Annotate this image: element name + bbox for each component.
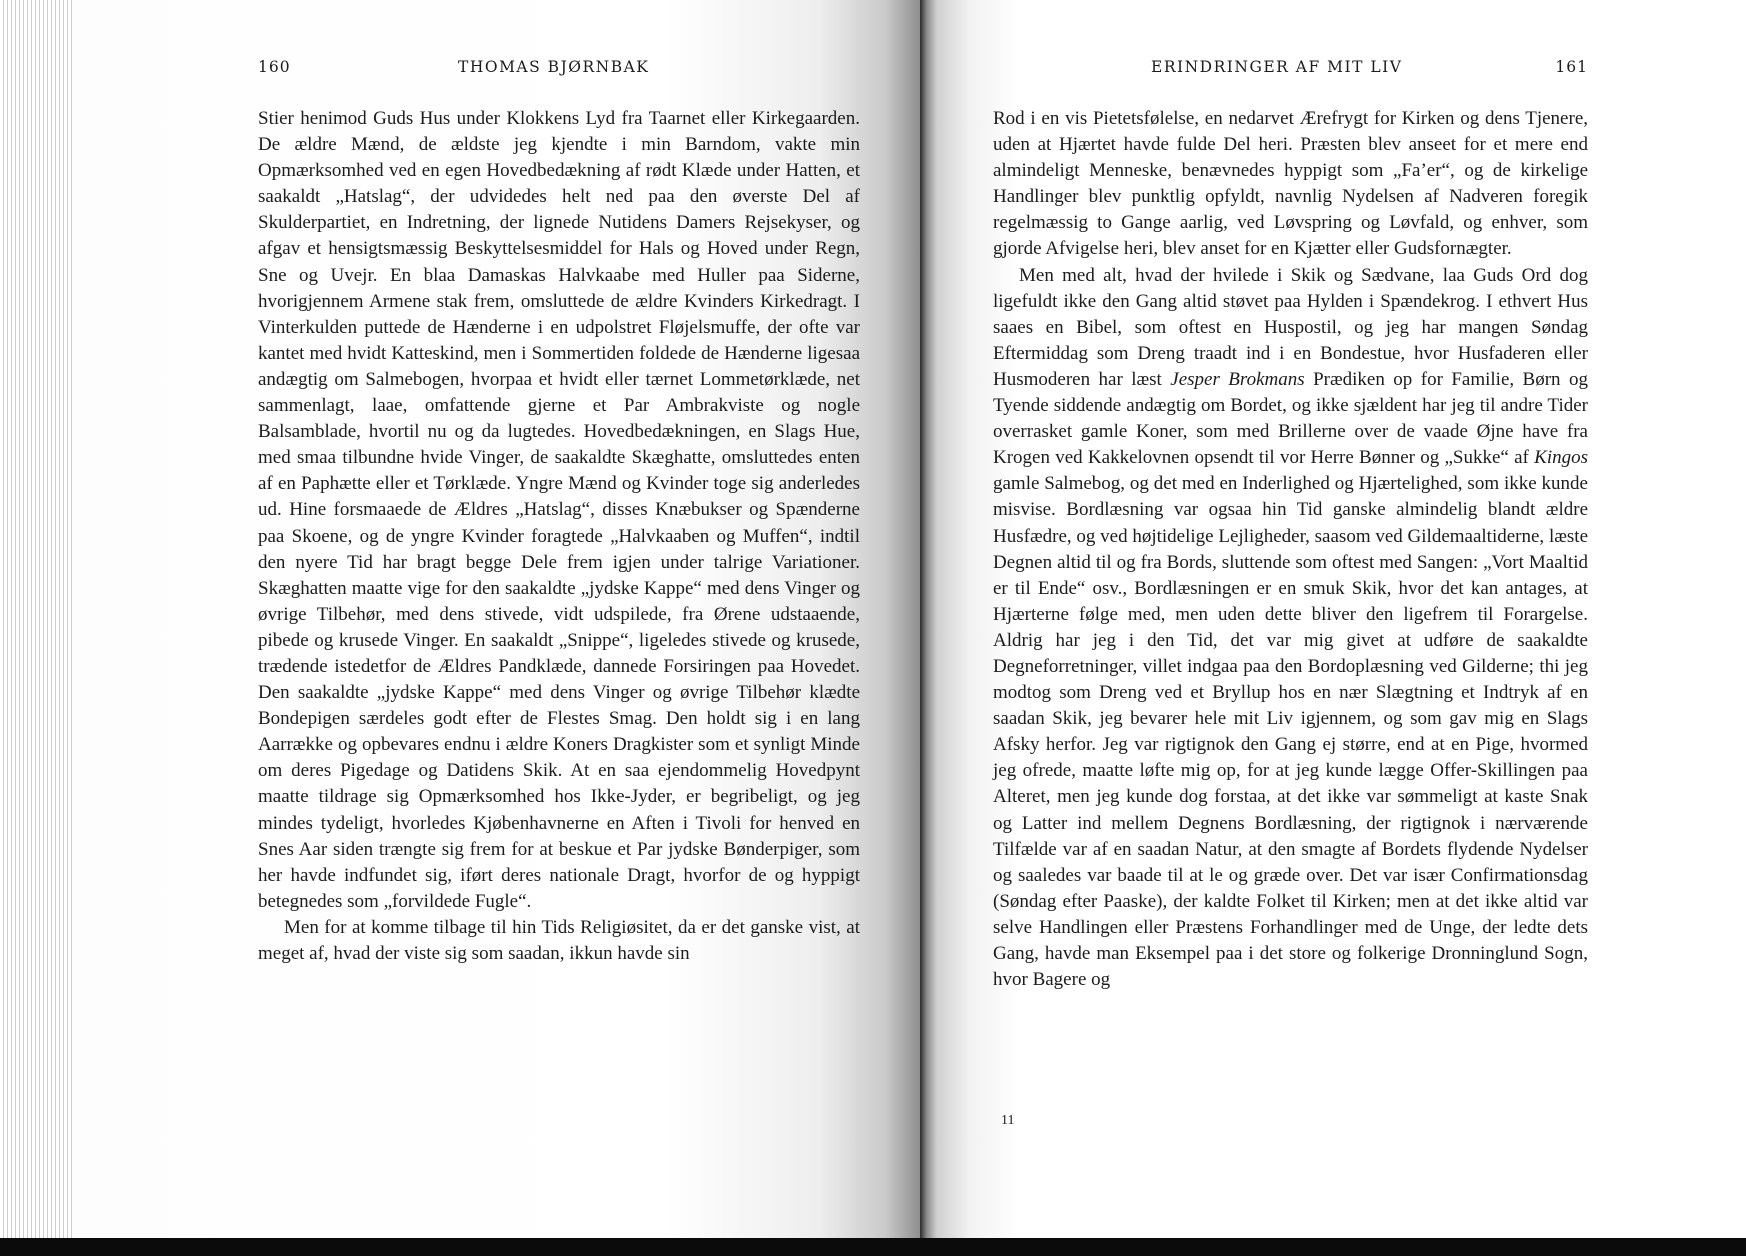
right-page-number: 161 — [1555, 58, 1588, 76]
right-paragraph-2-part-c: gamle Salmebog, og det med en Inderlighed og Hjærtelighed, som ikke kunde misvise. Bordlæsning var ogsaa hin Tid ganske almindelig blandt ældre Husfædre, og ved højtidelige Lejligheder, saasom ved Gildemaaltiderne, læste Degnen altid til og fra Bords, sluttende som oftest med Sangen: „Vort Maaltid er til Ende“ osv., Bordlæsningen er en smuk Skik, hvor det kan antages, at Hjærterne følge med, men uden dette bliver den ligefrem til Forargelse. Aldrig har jeg i den Tid, det var mig givet at udføre de saakaldte Degneforretninger, villet indgaa paa den Bordoplæsning ved Gilderne; thi jeg modtog som Dreng ved et Bryllup hos en nær Slægtning et Indtryk af en saadan Skik, jeg bevarer hele mit Liv igjennem, og som gav mig en Slags Afsky herfor. Jeg var rigtignok den Gang ej større, end at en Pige, hvormed jeg ofrede, maatte løfte mig op, for at jeg kunde lægge Offer-Skillingen paa Alteret, men jeg kunde dog forstaa, at det ikke var sømmeligt at kaste Snak og Latter ind mellem Degnens Bordlæsning, der rigtignok i nærværende Tilfælde var af en saadan Natur, at den smagte af Bordets flydende Nydelser og saaledes var baade til at le og græde over. Det var især Confirmationsdag (Søndag efter Paaske), der kaldte Folket til Kirken; men at det ikke altid var selve Handlingen eller Præstens Forhandlinger med de Unge, der ledte dets Gang, havde man Eksempel paa i det store og folkerige Dronninglund Sogn, hvor Bagere og — [993, 473, 1588, 991]
right-running-head: ERINDRINGER AF MIT LIV — [1151, 58, 1403, 76]
left-paragraph-2: Men for at komme tilbage til hin Tids Religiøsitet, da er det ganske vist, at meget af, hvad der viste sig som saadan, ikkun havde sin — [258, 916, 860, 964]
right-paragraph-2 — [993, 263, 1588, 994]
left-running-head: THOMAS BJØRNBAK — [458, 58, 650, 76]
left-page-number: 160 — [258, 58, 291, 76]
scanner-border — [0, 1238, 1746, 1256]
right-paragraph-2-part-b: Prædiken op for Familie, Børn og Tyende siddende andægtig om Bordet, og ikke sjældent har jeg til andre Tider overrasket gamle Koner, som med Brillerne over de vaade Øjne have fra Krogen ved Kakkelovnen opsendt til vor Herre Bønner og „Sukke“ af — [993, 368, 1588, 469]
right-text-block — [993, 106, 1588, 993]
left-text-block — [258, 106, 860, 967]
italic-author-brokman: Jesper Brokmans — [1170, 368, 1305, 390]
page-edges — [0, 0, 72, 1238]
left-paragraph-1: Stier henimod Guds Hus under Klokkens Lyd fra Taarnet eller Kirkegaarden. De ældre Mænd, de ældste jeg kjendte i min Barndom, vakte min Opmærksomhed ved en egen Hovedbedækning af rødt Klæde under Hatten, et saakaldt „Hatslag“, der udvidedes helt ned paa den øverste Del af Skulderpartiet, en Indretning, der lignede Nutidens Damers Rejsekyser, og afgav et hensigtsmæssig Beskyttelsesmiddel for Hals og Hoved under Regn, Sne og Uvejr. En blaa Damaskas Halvkaabe med Huller paa Siderne, hvorigjennem Armene stak frem, omsluttede de ældre Kvinders Kirkedragt. I Vinterkulden puttede de Hænderne i en udpolstret Fløjelsmuffe, der ofte var kantet med hvidt Katteskind, men i Sommertiden foldede de Hænderne ligesaa andægtig om Salmebogen, hvorpaa et hvidt eller tærnet Lommetørklæde, net sammenlagt, laae, omfattende gjerne et Par Ambrakviste og nogle Balsamblade, hvortil nu og da lugtedes. Hovedbedækningen, en Slags Hue, med smaa tilbundne hvide Vinger, de saakaldte Skæghatte, omsluttedes enten af en Paphætte eller et Tørklæde. Yngre Mænd og Kvinder toge sig anderledes ud. Hine forsmaaede de Ældres „Hatslag“, disses Knæbukser og Spænderne paa Skoene, og de yngre Kvinder foragtede „Halvkaaben og Muffen“, indtil den nyere Tid har bragt begge Dele frem igjen under talrige Variationer. Skæghatten maatte vige for den saakaldte „jydske Kappe“ med dens Vinger og øvrige Tilbehør, med dens stivede, vidt udspilede, fra Ørene udstaaende, pibede og krusede Vinger. En saakaldt „Snippe“, ligeledes stivede og krusede, trædende istedetfor de Ældres Pandklæde, dannede Forsiringen paa Hovedet. Den saakaldte „jydske Kappe“ med dens Vinger og øvrige Tilbehør klædte Bondepigen særdeles godt efter de Flestes Smag. Den holdt sig i en lang Aarrække og opbevares endnu i ældre Koners Dragkister som et synligt Minde om deres Pigedage og Datidens Skik. At en saa ejendommelig Hovedpynt maatte tildrage sig Opmærksomhed hos Ikke-Jyder, er begribeligt, og jeg mindes tydeligt, hvorledes Kjøbenhavnerne en Aften i Tivoli for henved en Snes Aar siden trængte sig frem for at beskue et Par jydske Bønderpiger, som her havde indfundet sig, iført deres nationale Dragt, hvorfor de og hyppigt betegnedes som „forvildede Fugle“. — [258, 108, 860, 912]
right-paragraph-1: Rod i en vis Pietetsfølelse, en nedarvet Ærefrygt for Kirken og dens Tjenere, uden at Hjærtet havde fulde Del heri. Præsten blev anseet for et mere end almindeligt Menneske, benævnedes hyppigt som „Fa’er“, og de kirkelige Handlinger blev punktlig opfyldt, navnlig Nydelsen af Nadveren foregik regelmæssig to Gange aarlig, ved Løvspring og Løvfald, og enhver, som gjorde Afvigelse heri, blev anset for en Kjætter eller Gudsfornægter. — [993, 108, 1588, 260]
left-header — [258, 58, 860, 80]
italic-author-kingo: Kingos — [1534, 447, 1588, 469]
signature-mark: 11 — [1001, 1113, 1015, 1128]
right-header — [993, 58, 1588, 80]
right-paragraph-2-part-a: Men med alt, hvad der hvilede i Skik og Sædvane, laa Guds Ord dog ligefuldt ikke den Gang altid støvet paa Hylden i Spændekrog. I ethvert Hus saaes en Bibel, som oftest en Huspostil, og jeg har mangen Søndag Eftermiddag som Dreng traadt ind i en Bondestue, hvor Husfaderen eller Husmoderen har læst — [993, 264, 1588, 390]
